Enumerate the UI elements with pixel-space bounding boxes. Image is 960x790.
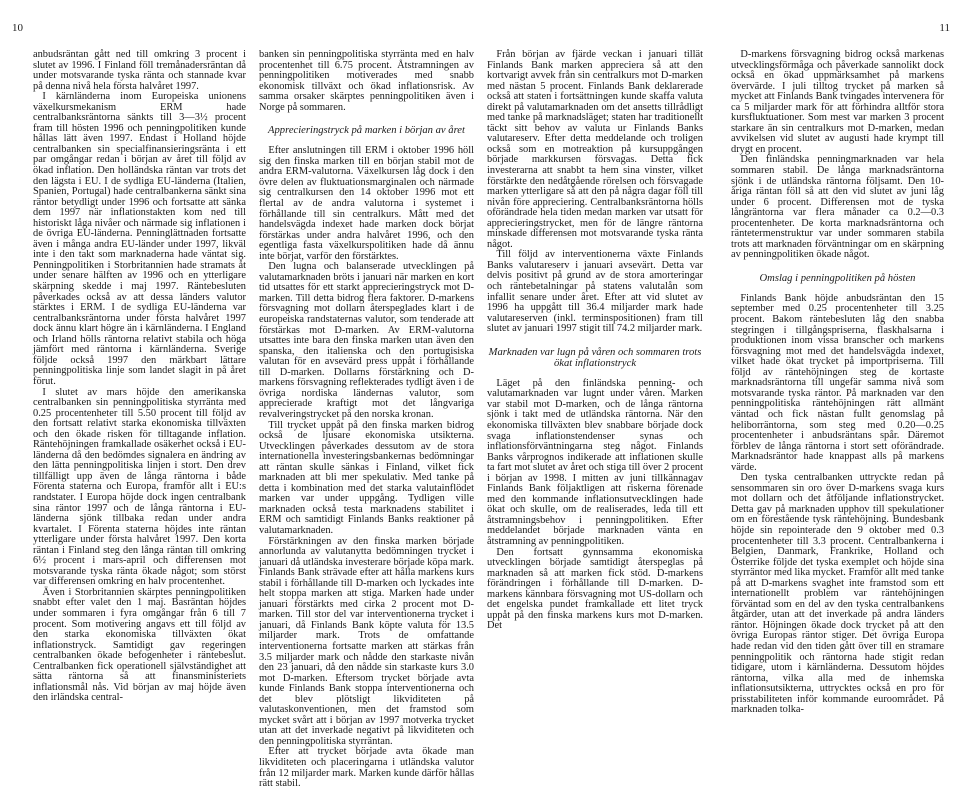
paragraph: Den fortsatt gynnsamma ekonomiska utvecklingen började samtidigt återspeglas på marknaden så att marken fick stöd. D-markens förändringen i förhållande till D-marken. D-markens kännbara försvagning mot US-dollarn och det engelska pundet framkallade ett litet tryck uppåt på den finska markens kurs mot D-marken. Det <box>487 546 703 632</box>
paragraph: banken sin penningpolitiska styrränta med en halv procentenhet till 6.75 procent. Åtstramningen av penningpolitiken motiverades med snabb ekonomisk tillväxt och ökad inflationsrisk. Av samma orsaker skärptes penningpolitiken även i Norge på sommaren. <box>259 49 474 113</box>
paragraph: Till följd av interventionerna växte Finlands Banks valutareserv i januari avsevärt. Detta var delvis positivt på grund av de stora amorteringar och räntebetalningar på statens valutalån som infallit senare under året. Efter att vid slutet av 1996 ha uppgått till 36.4 miljarder mark hade valutareserven (inkl. terminspositionen) fram till slutet av januari 1997 stigit till 74.2 miljarder mark. <box>487 249 703 335</box>
paragraph: Läget på den finländska penning- och valutamarknaden var lugnt under våren. Marken var stabil mot D-marken, och de långa räntorna sjönk i takt med de utländska räntorna. När den ekonomiska tillväxten blev snabbare började dock svaga inflationstendenser synas och inflationsförväntningarna steg något. Finlands Banks vårprognos indikerade att inflationen skulle ta fart mot slutet av året och stiga till över 2 procent i början av 1998. I mitten av juni tillkännagav Finlands Bank följaktligen att riskerna förenade med den kommande inflationsutvecklingen hade ökat och skulle, om de realiserades, leda till ett åtstramningsbehov i penningpolitiken. Efter meddelandet började marknaden vänta en åtstramning av penningpolitiken. <box>487 377 703 547</box>
paragraph: I kärnländerna inom Europeiska unionens växelkursmekanism ERM hade centralbanksräntorna sänkts till 3—3½ procent fram till hösten 1996 och penningpolitiken kunde hållas lätt även 1997. Endast i Holland höjde centralbanken sin specialfinansieringsränta i ett par omgångar redan i början av året till följd av ökad inflation. Den holländska räntan var trots det den lägsta i EU. I de sydliga EU-länderna (Italien, Spanien, Portugal) hade centralbankerna sänkt sina räntor betydligt under 1996 och fortsatte att sänka dem 1997 när inflationstakten kom ned till historiskt låga nivåer och närmade sig inflationen i de övriga EU-länderna. Penninglättnaden fortsatte även i många andra EU-länder under 1997, likväl inte i den takt som marknaderna hade väntat sig. Penningpolitiken i Storbritannien hade stramats åt under senare hälften av 1996 och en ytterligare skärpning skedde i maj 1997. Räntebesluten påverkades också av att dessa länders valutor stärktes i ERM. I de sydliga EU-länderna var centralbanksräntorna under första halvåret 1997 dock ännu klart högre än i kärnländerna. I England och Irland hölls räntorna relativt stabila och höga jämfört med räntorna i kärnländerna. Sverige följde också 1997 den märkbart lättare penningpolitiska linje som landet slagit in på året förut. <box>33 91 246 387</box>
paragraph: Den lugna och balanserade utvecklingen på valutamarknaden bröts i januari när marken en kort tid utsattes för ett starkt apprecieringstryck mot D-marken. Till detta bidrog flera faktorer. D-markens försvagning mot dollarn återspeglades klart i de europeiska randstaternas valutor, som tenderade att förstärkas mot D-marken. Av ERM-valutorna utsattes inte bara den finska marken utan även den spanska, den italienska och den portugisiska valutan för en avsevärd press uppåt i förhållande till D-marken. Dollarns förstärkning och D-markens försvagning reflekterades tydligt även i de övriga nordiska ländernas valutor, som apprecierade kraftigt mot det långvariga revalveringstrycket på den norska kronan. <box>259 261 474 420</box>
text-column-2 <box>259 49 474 790</box>
paragraph: Efter att trycket började avta ökade man likviditeten och placeringarna i utländska valutor från 12 miljarder mark. Marken kunde därför hållas rätt stabil. <box>259 746 474 790</box>
text-column-1 <box>33 49 246 704</box>
section-heading: Omslag i penningpolitiken på hösten <box>759 272 916 284</box>
page-number-right: 11 <box>939 22 950 34</box>
paragraph: anbudsräntan gått ned till omkring 3 procent i slutet av 1996. I Finland föll tremånadersräntan då under motsvarande tyska ränta och stannade kvar på denna nivå hela första halvåret 1997. <box>33 49 246 92</box>
paragraph: Den finländska penningmarknaden var hela sommaren stabil. De långa marknadsräntorna sjönk i de utländska räntorna följsamt. Den 10-åriga räntan föll så att den vid slutet av juni låg under 6 procent. Differensen mot de tyska långräntorna var flera månader ca 0.2—0.3 procentenheter. De korta marknadsräntorna och räntetermenstruktur var under sommaren stabila trots att marknaden förväntningar om en skärpning av penningpolitiken ökade något. <box>731 154 944 261</box>
paragraph: Förstärkningen av den finska marken började annorlunda av valutanytta bedömningen trycket i januari då utländska investerare började köpa mark. Finlands Bank strävade efter att hålla markens kurs stabil i förhållande till D-marken och lyckades inte helt stoppa marken att stiga. Marken hade under januari förstärkts med cirka 2 procent mot D-marken. Till stor del var interventionerna trycket i januari, då Finlands Bank köpte valuta för 13.5 miljarder mark. Trots de omfattande interventionerna fortsatte marken att stärkas från 3.5 miljarder mark och nådde den starkaste nivån den 23 januari, då den nådde sin starkaste kurs 3.0 mot D-marken. Eftersom trycket började avta kunde Finlands Bank stoppa interventionerna och det blev plötsligt likviditeten på valutaskonventionen, men det framstod som mycket svårt att i början av 1997 motverka trycket utan att det inverkade negativt på likviditeten och den penningpolitiska styrräntan. <box>259 535 474 747</box>
text-column-4 <box>731 49 944 716</box>
text-column-3 <box>487 49 703 632</box>
section-heading: Apprecieringstryck på marken i början av året <box>268 125 465 137</box>
page-number-left: 10 <box>12 22 23 34</box>
paragraph: D-markens försvagning bidrog också markenas utvecklingsförmåga och påverkade sannolikt dock också en ökad uppmärksamhet på markens övervärde. I juli tilltog trycket på marken så mycket att Finlands Bank tvingades intervenera för ca 5 miljarder mark för att förhindra alltför stora kursfluktuationer. Som mest var marken 3 procent starkare än sin centralkurs mot D-marken, medan avvikelsen vid slutet av augusti hade krympt till drygt en procent. <box>731 49 944 155</box>
paragraph: Efter anslutningen till ERM i oktober 1996 höll sig den finska marken till en början stabil mot de andra ERM-valutorna. Växelkursen låg dock i den övre delen av fluktuationsmarginalen och närmade sig centralkursen den 14 oktober 1996 mot ett flertal av de andra valutorna i systemet i förhållande till sin centralkurs. Mått med det handelsvägda indexet hade marken dock börjat förstärkas under andra halvåret 1996, och den egentliga fasta växelkurspolitiken hade då ännu inte börjat, varför den förstärktes. <box>259 145 474 262</box>
paragraph: Till trycket uppåt på den finska marken bidrog också de ljusare ekonomiska utsikterna. Utvecklingen påverkades dessutom av de stora internationella investeringsbankernas bedömningar att räntan skulle sänkas i Finland, vilket fick marknaden att bli mer spekulativ. Med tanke på detta i kombination med det starka valutainflödet marken var under uppgång. Tydligen ville marknaden också testa marknadens stabilitet i ERM och samtidigt Finlands Banks reaktioner på valutamarknaden. <box>259 419 474 536</box>
paragraph: Från början av fjärde veckan i januari tillät Finlands Bank marken appreciera så att den kortvarigt avvek från sin centralkurs mot D-marken med nästan 5 procent. Finlands Bank deklarerade också att staten i fortsättningen kunde skaffa valuta direkt på valutamarknaden om det ansetts tillrådligt med tanke på marknadsläget; staten har traditionellt täckt sitt behov av valuta ur Finlands Banks valutareserv. Efter detta meddelande och troligen också som en motreaktion på kursuppgången började markkursen försvagas. Detta fick investerarna att snabbt ta hem sina vinster, vilket förstärkte den nedåtgående rörelsen och försvagade marken ytterligare så att den på några dagar föll till nivån före appreciering. Centralbanksräntorna hölls oförändrade hela tiden medan marken var utsatt för apprecieringstrycket, men för de längre räntorna minskade differensen mot motsvarande tyska ränta något. <box>487 49 703 250</box>
paragraph: Finlands Bank höjde anbudsräntan den 15 september med 0.25 procentenheter till 3.25 procent. Bakom räntebesluten låg den snabba stegringen i tillgångspriserna, flaskhalsarna i produktionen inom vissa branscher och markens försvagning mot med det handelsvägda indexet, vilket hade ökat trycket på importpriserna. Till följd av räntehöjningen steg de kortaste marknadsräntorna till ungefär samma nivå som motsvarande tyska räntor. På marknaden var den penningpolitiska räntehöjningen rätt allmänt väntad och fick nästan fullt genomslag på heliborräntorna, som steg med 0.20—0.25 procentenheter i anbudsräntans spår. Däremot förblev de långa räntorna i stort sett oförändrade. Marknadsräntor hade knappast alls på markens värde. <box>731 292 944 473</box>
section-heading: Marknaden var lugn på våren och sommaren trots ökat inflationstryck <box>488 346 702 369</box>
paragraph: Den tyska centralbanken uttryckte redan på sensommaren sin oro över D-markens svaga kurs mot dollarn och det åtföljande inflationstrycket. Detta gav på marknaden upphov till spekulationer om en förestående tysk räntehöjning. Bundesbank höjde sin repointerade den 9 oktober med 0.3 procentenheter till 3.3 procent. Centralbankerna i Belgien, Danmark, Frankrike, Holland och Österrike följde det tyska exemplet och höjde sina styrräntor med lika mycket. Framför allt med tanke på att D-markens svaghet inte framstod som ett internationellt problem var räntehöjningen förväntad som en del av den tyska centralbankens åtgärder, utan att det inverkade på andra länders räntor. Höjningen ökade dock trycket på att den övriga Europas räntor stiger. Det övriga Europa hade redan vid den tiden gått över till en stramare penningpolitik och räntorna hade stigit redan tidigare, utom i kärnländerna. Dessutom höjdes räntorna, vilka alla med de inhemska inflationsutsikterna, uttrycktes också en pro för prisstabiliteten inför kommande euroområdet. På marknaden tolka- <box>731 472 944 716</box>
paragraph: I slutet av mars höjde den amerikanska centralbanken sin penningpolitiska styrränta med 0.25 procentenheter till 5.50 procent till följd av den fortsatt relativt starka ekonomiska tillväxten och den ökade risken för tilltagande inflation. Räntehöjningen framkallade osäkerhet också i EU-länderna då den bedömdes signalera en ändring av den lätta penningpolitiska linjen i stort. Den drev tillfälligt upp även de långa räntorna i både Förenta staterna och Europa, framför allt i EU:s randstater. I Europa höjde dock ingen centralbank sina räntor 1997 och de långa räntorna i EU-länderna sjönk tillbaka redan under andra kvartalet. I Förenta staterna höjdes inte räntan ytterligare under första halvåret 1997. Den korta räntan i Finland steg den långa räntan till omkring 6½ procent i mars-april och differensen mot motsvarande tyska ränta ökade något; som störst var differensen omkring en halv procentenhet. <box>33 386 246 588</box>
paragraph: Även i Storbritannien skärptes penningpolitiken snabbt efter valet den 1 maj. Basräntan höjdes under sommaren i fyra omgångar från 6 till 7 procent. Som motivering angavs ett till följd av den starka ekonomiska tillväxten ökat inflationstryck. Samtidigt gav regeringen centralbanken ökade befogenheter i räntebeslut. Centralbanken fick operationell självständighet att sätta räntorna så att finansministeriets inflationsmål nås. Vid början av maj höjde även den irländska central- <box>33 586 246 704</box>
